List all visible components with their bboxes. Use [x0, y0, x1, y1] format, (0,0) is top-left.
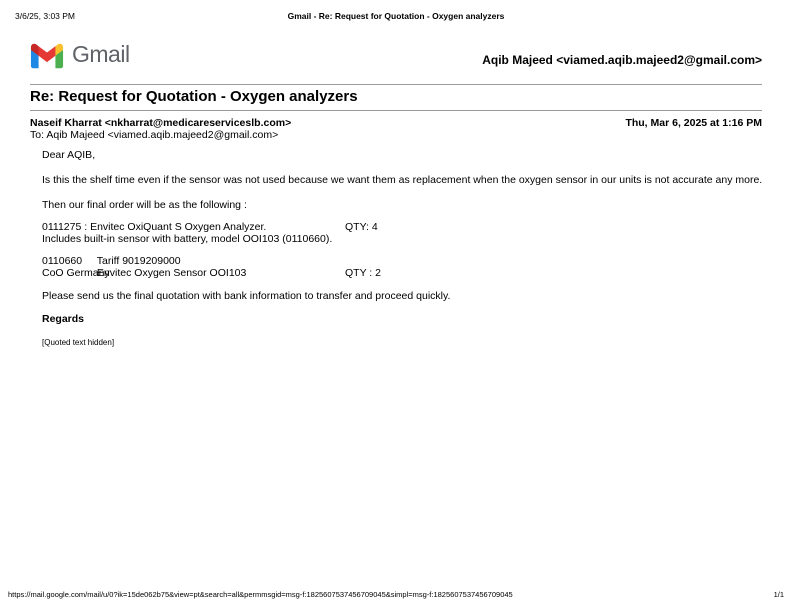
message-date: Thu, Mar 6, 2025 at 1:16 PM	[625, 117, 762, 129]
order-item-2	[42, 256, 764, 279]
print-title: Gmail - Re: Request for Quotation - Oxygen analyzers	[287, 11, 505, 21]
order-item-2-part-number: 0110660	[42, 255, 83, 267]
print-datetime: 3/6/25, 3:03 PM	[15, 11, 76, 21]
quoted-text-hidden-note: [Quoted text hidden]	[42, 338, 115, 347]
order-item-2-origin: CoO Germany	[42, 266, 110, 279]
gmail-wordmark: Gmail	[72, 41, 130, 67]
gmail-logo	[30, 43, 130, 69]
order-item-2-tariff: Tariff 9019209000	[96, 255, 181, 267]
body-paragraph: Please send us the final quotation with bank information to transfer and proceed quickly.	[42, 290, 451, 302]
divider-below-subject	[30, 110, 762, 111]
order-item-2-qty: QTY : 2	[345, 266, 381, 279]
print-footer-url: https://mail.google.com/mail/u/0?ik=15de062b75&view=pt&search=all&permmsgid=msg-f:1825607537456709045&simpl=msg-f:1825607537456709045	[8, 590, 513, 599]
print-header	[0, 11, 792, 23]
order-item-1-description: 0111275 : Envitec OxiQuant S Oxygen Analyzer.	[42, 221, 267, 233]
body-paragraph: Is this the shelf time even if the sensor was not used because we want them as replacement when the oxygen sensor in our units is not accurate any more.	[42, 174, 763, 186]
order-item-1-details: Includes built-in sensor with battery, model OOI103 (0110660).	[42, 232, 333, 245]
body-paragraph: Then our final order will be as the following :	[42, 199, 247, 211]
print-footer	[8, 590, 784, 599]
email-subject: Re: Request for Quotation - Oxygen analyzers	[30, 88, 358, 105]
message-header-row	[30, 117, 762, 129]
order-item-1-qty: QTY: 4	[345, 221, 378, 233]
recipient: To: Aqib Majeed <viamed.aqib.majeed2@gmail.com>	[30, 129, 279, 141]
signoff: Regards	[42, 313, 85, 325]
print-page-number: 1/1	[773, 590, 784, 599]
greeting: Dear AQIB,	[42, 149, 96, 161]
order-item-2-line-2	[42, 268, 764, 280]
account-owner: Aqib Majeed <viamed.aqib.majeed2@gmail.com>	[482, 53, 762, 67]
sender: Naseif Kharrat <nkharrat@medicareserviceslb.com>	[30, 117, 292, 129]
order-item-1	[42, 222, 764, 245]
order-item-2-description: Envitec Oxygen Sensor OOI103	[96, 266, 247, 279]
gmail-m-icon	[30, 43, 64, 69]
divider-above-subject	[30, 84, 762, 85]
order-item-1-line-2	[42, 234, 764, 246]
